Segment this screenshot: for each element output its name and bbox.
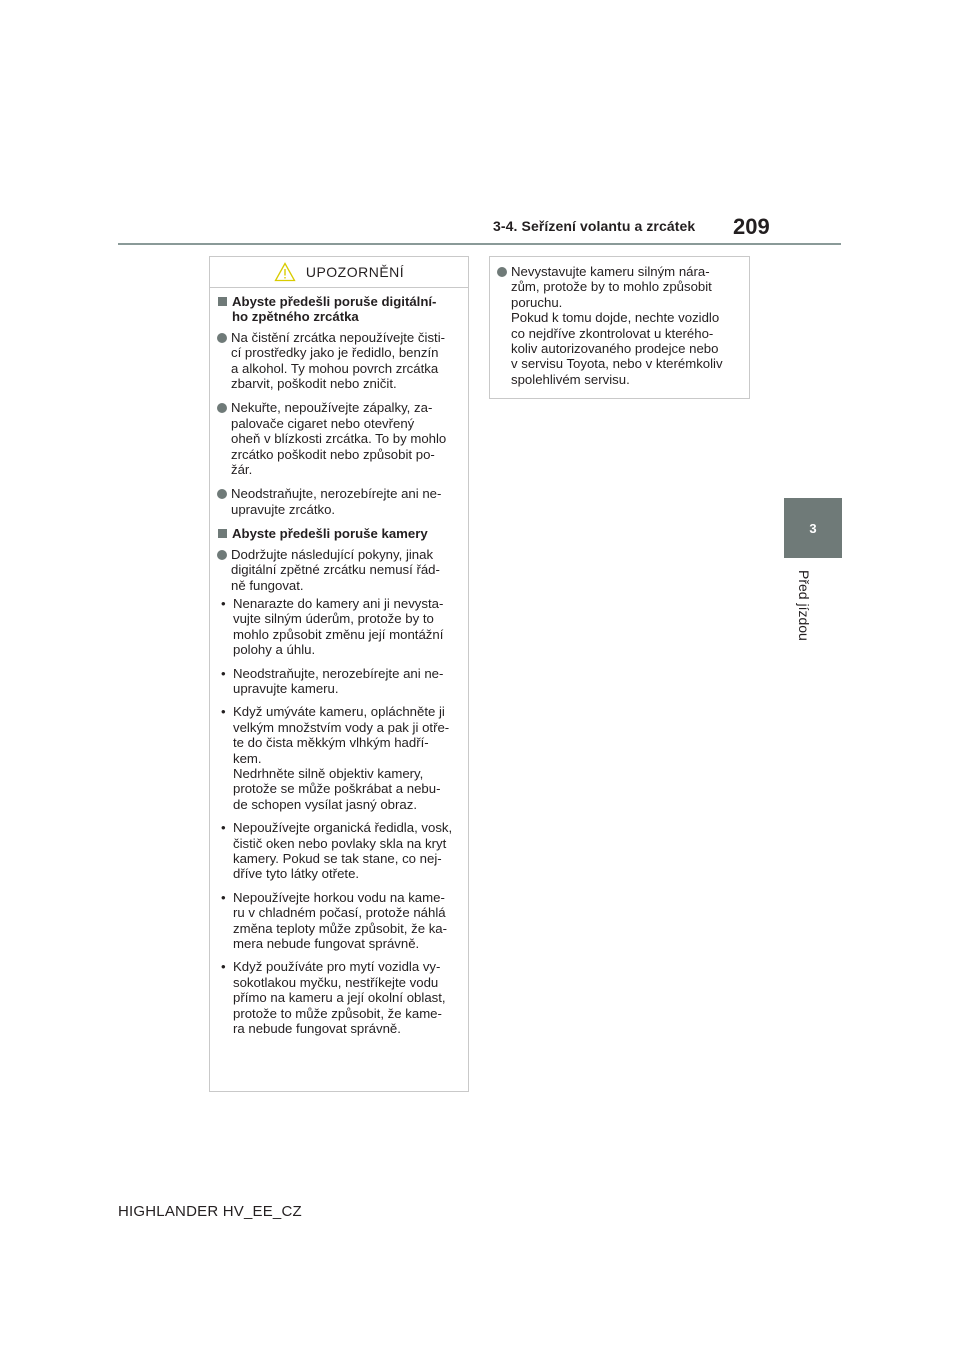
sub-list-item: • Když používáte pro mytí vozidla vy- sokotlakou myčku, nestříkejte vodu přímo na kameru a její okolní oblast, protože to může způsobit, že kame- ra nebude fungovat správně. xyxy=(221,959,446,1037)
warning-continued-box xyxy=(489,256,750,399)
footer-model: HIGHLANDER HV_EE_CZ xyxy=(118,1203,302,1220)
circle-bullet-icon xyxy=(217,550,227,560)
warning-title: UPOZORNĚNÍ xyxy=(305,264,405,280)
circle-bullet-icon xyxy=(217,403,227,413)
list-item: Nevystavujte kameru silným nára- zům, protože by to mohlo způsobit poruchu. Pokud k tomu dojde, nechte vozidlo co nejdříve zkontrolovat u kterého- koliv autorizovaného prodejce nebo v servisu Toyota, nebo v kterémkoliv spolehlivém servisu. xyxy=(497,264,741,387)
sub-list-item: • Neodstraňujte, nerozebírejte ani ne- upravujte kameru. xyxy=(221,665,444,696)
warning-continued-content xyxy=(490,257,749,387)
circle-bullet-icon xyxy=(497,267,507,277)
circle-bullet-icon xyxy=(217,333,227,343)
warning-heading: Abyste předešli poruše kamery xyxy=(217,526,460,541)
chapter-title: Před jízdou xyxy=(796,570,812,641)
list-item: Neodstraňujte, nerozebírejte ani ne- upravujte zrcátko. xyxy=(217,486,460,517)
sub-list-item: • Nenarazte do kamery ani ji nevysta- vujte silným úderům, protože by to mohlo způsobit změnu její montážní polohy a úhlu. xyxy=(221,595,444,658)
sub-list-item: • Nepoužívejte horkou vodu na kame- ru v chladném počasí, protože náhlá změna teploty může způsobit, že ka- mera nebude fungovat správně. xyxy=(221,889,448,952)
list-item: Nekuřte, nepoužívejte zápalky, za- palovače cigaret nebo otevřený oheň v blízkosti zrcátka. To by mohlo zrcátko poškodit nebo způsobit po- žár. xyxy=(217,400,460,477)
circle-bullet-icon xyxy=(217,489,227,499)
warning-box xyxy=(209,256,469,1092)
warning-heading: Abyste předešli poruše digitální- ho zpětného zrcátka xyxy=(217,294,460,325)
header-divider xyxy=(118,243,841,245)
square-bullet-icon xyxy=(218,529,227,538)
warning-triangle-icon xyxy=(274,262,296,282)
warning-header xyxy=(210,257,468,288)
list-item: Dodržujte následující pokyny, jinak digitální zpětné zrcátku nemusí řád- ně fungovat. xyxy=(217,547,460,593)
list-item: Na čistění zrcátka nepoužívejte čisti- cí prostředky jako je ředidlo, benzín a alkohol. Ty mohou povrch zrcátka zbarvit, poškodit nebo zničit. xyxy=(217,330,460,392)
section-title: 3-4. Seřízení volantu a zrcátek xyxy=(493,218,696,234)
sub-list-item: • Když umýváte kameru, opláchněte ji velkým množstvím vody a pak ji otře- te do čista měkkým vlhkým hadří- kem. Nedrhněte silně objektiv kamery, protože se může poškrábat a nebu- de schopen vysílat jasný obraz. xyxy=(221,704,450,812)
chapter-number: 3 xyxy=(809,520,817,536)
warning-content xyxy=(210,288,468,1036)
sub-list-item: • Nepoužívejte organická ředidla, vosk, čistič oken nebo povlaky skla na kryt kamery. Pokud se tak stane, co nej- dříve tyto látky otřete. xyxy=(221,820,453,882)
chapter-tab xyxy=(784,498,842,558)
page-number: 209 xyxy=(733,214,770,239)
square-bullet-icon xyxy=(218,297,227,306)
